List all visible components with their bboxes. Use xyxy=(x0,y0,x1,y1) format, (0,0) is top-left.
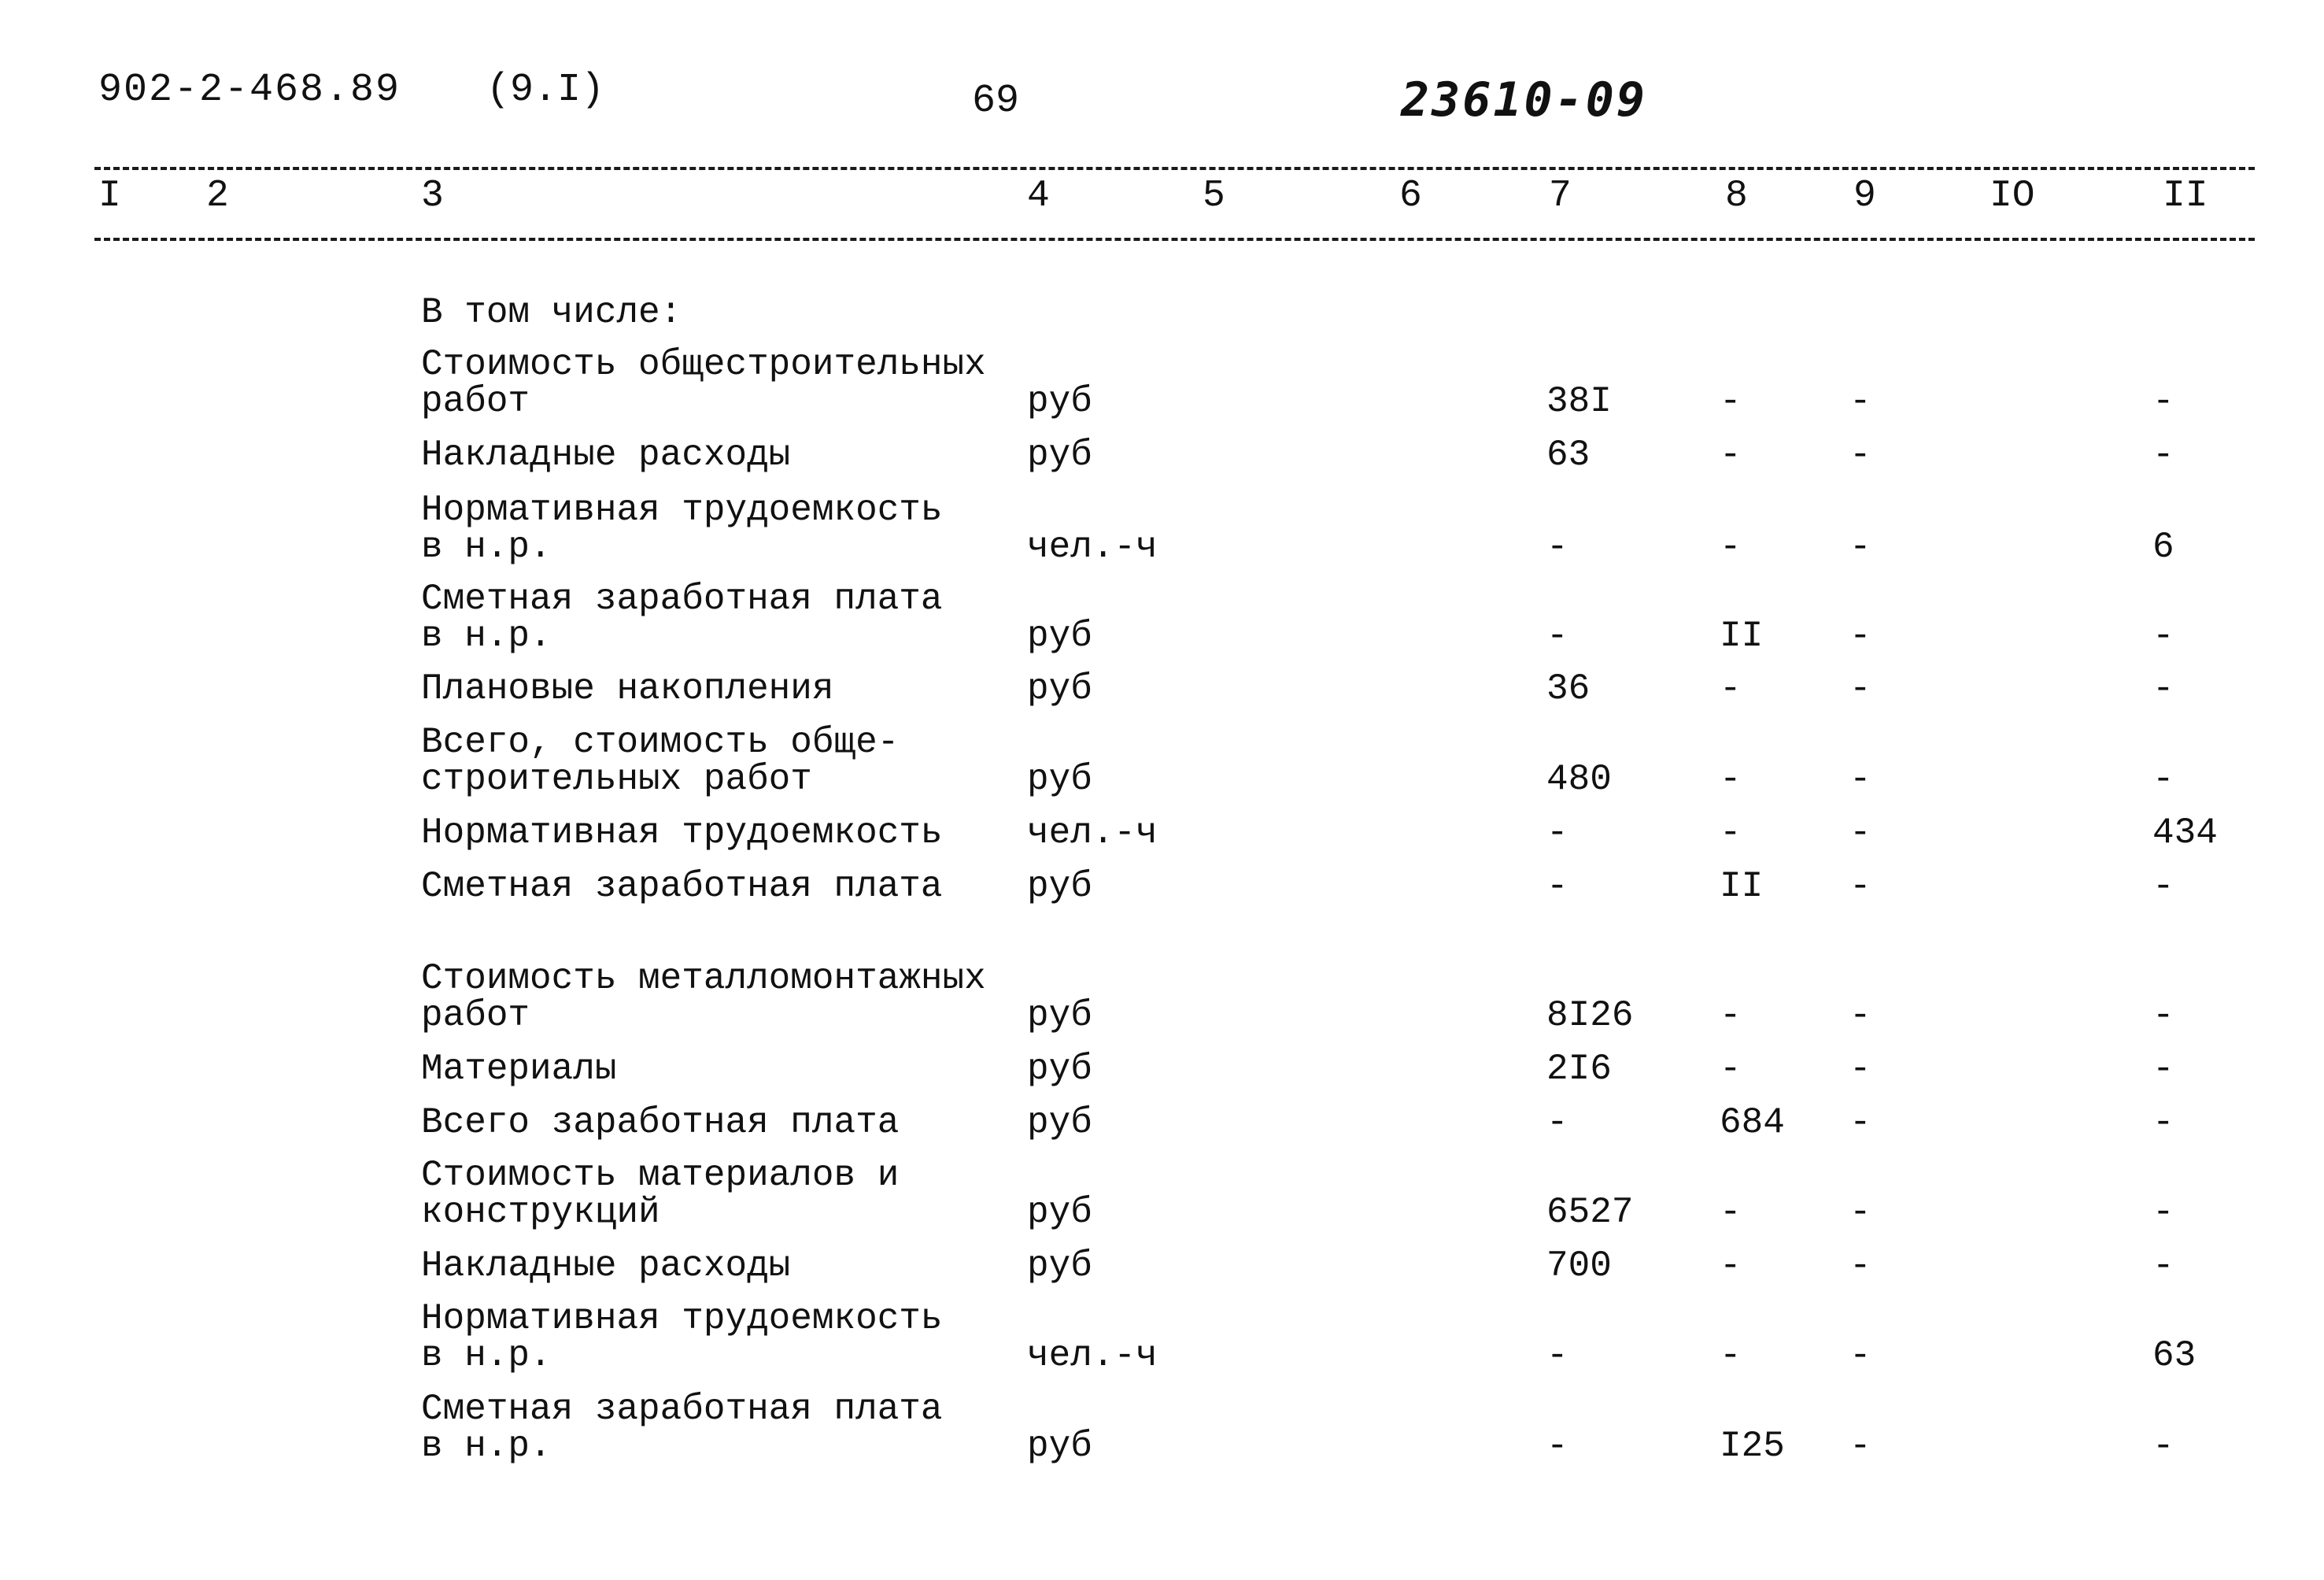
row-unit: чел.-ч xyxy=(1027,1335,1158,1376)
column-number: 8 xyxy=(1725,175,1748,217)
row-col7: - xyxy=(1546,1335,1568,1376)
stamp-number: 23610-09 xyxy=(1401,72,1647,128)
row-name-cont: работ xyxy=(421,381,530,422)
row-name-cont: в н.р. xyxy=(421,527,552,568)
page-number: 69 xyxy=(972,79,1020,124)
row-name-cont: в н.р. xyxy=(421,616,552,657)
row-col7: - xyxy=(1546,1426,1568,1467)
row-unit: руб xyxy=(1027,866,1092,907)
row-name: Нормативная трудоемкость xyxy=(421,812,943,853)
row-name: Сметная заработная плата xyxy=(421,866,943,907)
row-col9: - xyxy=(1849,616,1871,657)
row-name: Сметная заработная плата xyxy=(421,1389,943,1430)
row-col11: 434 xyxy=(2152,812,2218,853)
row-col11: - xyxy=(2152,759,2174,800)
row-name: Сметная заработная плата xyxy=(421,579,943,620)
column-number: 2 xyxy=(206,175,229,217)
row-col7: - xyxy=(1546,527,1568,568)
row-name: Нормативная трудоемкость xyxy=(421,1298,943,1339)
row-col8: - xyxy=(1720,995,1742,1036)
row-col11: - xyxy=(2152,1245,2174,1286)
row-name-cont: в н.р. xyxy=(421,1426,552,1467)
row-unit: руб xyxy=(1027,668,1092,709)
row-col8: - xyxy=(1720,381,1742,422)
row-col11: - xyxy=(2152,668,2174,709)
row-col11: - xyxy=(2152,995,2174,1036)
column-number: 7 xyxy=(1549,175,1572,217)
row-unit: руб xyxy=(1027,1102,1092,1143)
row-col9: - xyxy=(1849,435,1871,475)
row-col11: - xyxy=(2152,1102,2174,1143)
row-col7: 2I6 xyxy=(1546,1049,1612,1090)
row-col9: - xyxy=(1849,1426,1871,1467)
row-name-cont: строительных работ xyxy=(421,759,812,800)
row-col8: - xyxy=(1720,1335,1742,1376)
column-number: 4 xyxy=(1027,175,1050,217)
row-unit: руб xyxy=(1027,759,1092,800)
row-col7: 700 xyxy=(1546,1245,1612,1286)
row-col7: 38I xyxy=(1546,381,1612,422)
row-unit: чел.-ч xyxy=(1027,812,1158,853)
header-rule-top xyxy=(94,167,2255,170)
column-number: 3 xyxy=(421,175,444,217)
row-name: Накладные расходы xyxy=(421,435,791,475)
row-name: Материалы xyxy=(421,1049,617,1090)
row-col11: - xyxy=(2152,1192,2174,1233)
row-col8: - xyxy=(1720,759,1742,800)
row-col8: - xyxy=(1720,1245,1742,1286)
row-col11: - xyxy=(2152,435,2174,475)
row-col9: - xyxy=(1849,1192,1871,1233)
row-col7: 36 xyxy=(1546,668,1591,709)
row-col9: - xyxy=(1849,1049,1871,1090)
row-name: Плановые накопления xyxy=(421,668,834,709)
section-number: (9.I) xyxy=(486,68,605,113)
row-col11: - xyxy=(2152,381,2174,422)
column-number: 5 xyxy=(1203,175,1225,217)
row-unit: руб xyxy=(1027,1192,1092,1233)
column-number: I xyxy=(98,175,121,217)
row-col8: 684 xyxy=(1720,1102,1785,1143)
row-col7: 480 xyxy=(1546,759,1612,800)
row-col7: - xyxy=(1546,1102,1568,1143)
row-name: Нормативная трудоемкость xyxy=(421,490,943,531)
row-col8: - xyxy=(1720,1192,1742,1233)
row-col9: - xyxy=(1849,1245,1871,1286)
row-col8: II xyxy=(1720,616,1764,657)
row-col11: - xyxy=(2152,866,2174,907)
row-col8: - xyxy=(1720,812,1742,853)
row-unit: руб xyxy=(1027,995,1092,1036)
column-number: 9 xyxy=(1853,175,1876,217)
row-col9: - xyxy=(1849,759,1871,800)
row-col7: 8I26 xyxy=(1546,995,1634,1036)
row-col11: 6 xyxy=(2152,527,2174,568)
row-col7: 63 xyxy=(1546,435,1591,475)
row-unit: руб xyxy=(1027,616,1092,657)
row-col11: - xyxy=(2152,1426,2174,1467)
row-col7: - xyxy=(1546,866,1568,907)
row-name: Накладные расходы xyxy=(421,1245,791,1286)
row-col7: - xyxy=(1546,812,1568,853)
row-name: Стоимость металломонтажных xyxy=(421,958,986,999)
row-col8: II xyxy=(1720,866,1764,907)
row-unit: руб xyxy=(1027,381,1092,422)
row-col9: - xyxy=(1849,1335,1871,1376)
row-col7: - xyxy=(1546,616,1568,657)
row-col9: - xyxy=(1849,668,1871,709)
row-name: Всего, стоимость обще- xyxy=(421,722,900,763)
row-col8: I25 xyxy=(1720,1426,1785,1467)
row-col8: - xyxy=(1720,1049,1742,1090)
row-unit: руб xyxy=(1027,1049,1092,1090)
row-col7: 6527 xyxy=(1546,1192,1634,1233)
column-number: II xyxy=(2163,175,2208,217)
row-col8: - xyxy=(1720,435,1742,475)
row-unit: руб xyxy=(1027,435,1092,475)
document-code: 902-2-468.89 xyxy=(98,68,401,113)
row-col9: - xyxy=(1849,812,1871,853)
row-col8: - xyxy=(1720,527,1742,568)
row-col11: 63 xyxy=(2152,1335,2197,1376)
column-number: IO xyxy=(1990,175,2035,217)
row-col9: - xyxy=(1849,1102,1871,1143)
header-rule-bottom xyxy=(94,238,2255,241)
row-name-cont: конструкций xyxy=(421,1192,660,1233)
row-col11: - xyxy=(2152,1049,2174,1090)
row-col9: - xyxy=(1849,381,1871,422)
row-unit: руб xyxy=(1027,1245,1092,1286)
column-number: 6 xyxy=(1399,175,1422,217)
row-unit: руб xyxy=(1027,1426,1092,1467)
row-col11: - xyxy=(2152,616,2174,657)
row-col9: - xyxy=(1849,995,1871,1036)
row-name-cont: в н.р. xyxy=(421,1335,552,1376)
row-name: Стоимость материалов и xyxy=(421,1155,900,1196)
row-name: Всего заработная плата xyxy=(421,1102,900,1143)
row-name: Стоимость общестроительных xyxy=(421,344,986,385)
row-col8: - xyxy=(1720,668,1742,709)
intro-label: В том числе: xyxy=(421,292,682,333)
row-col9: - xyxy=(1849,866,1871,907)
row-col9: - xyxy=(1849,527,1871,568)
row-name-cont: работ xyxy=(421,995,530,1036)
row-unit: чел.-ч xyxy=(1027,527,1158,568)
